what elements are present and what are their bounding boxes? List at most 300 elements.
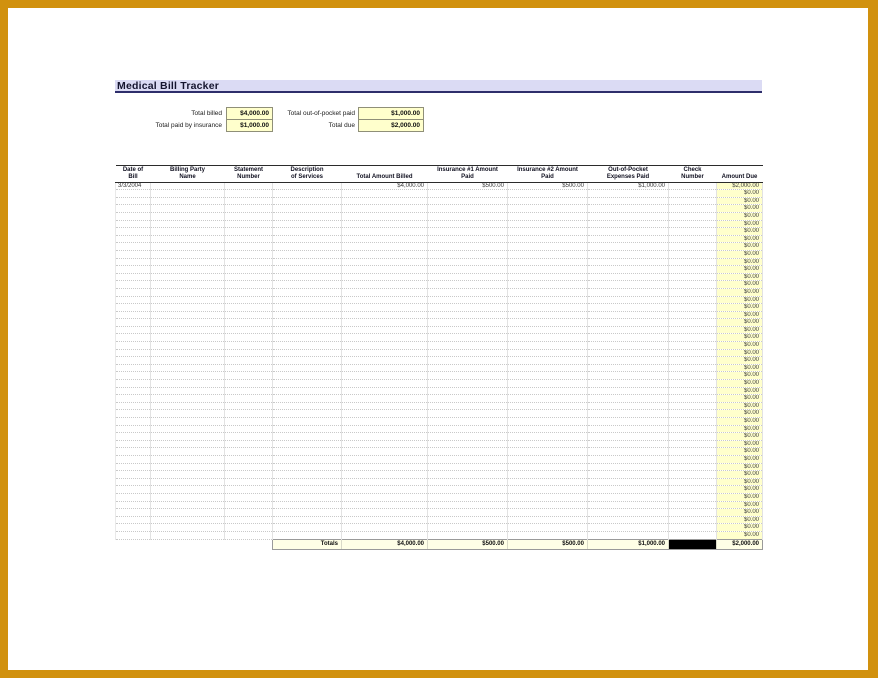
cell-billed[interactable] [342, 235, 428, 243]
cell-date[interactable] [116, 258, 151, 266]
cell-billed[interactable] [342, 334, 428, 342]
cell-statement[interactable] [225, 364, 273, 372]
cell-description[interactable] [273, 258, 342, 266]
cell-due[interactable]: $2,000.00 [717, 182, 763, 190]
cell-date[interactable] [116, 463, 151, 471]
cell-description[interactable] [273, 349, 342, 357]
cell-billed[interactable] [342, 197, 428, 205]
cell-billed[interactable] [342, 319, 428, 327]
totals-cell-ins1[interactable]: $500.00 [428, 539, 508, 549]
cell-billing_party[interactable] [151, 182, 225, 190]
cell-description[interactable] [273, 220, 342, 228]
cell-ins1[interactable] [428, 372, 508, 380]
cell-billed[interactable] [342, 190, 428, 198]
cell-ins1[interactable] [428, 357, 508, 365]
cell-billing_party[interactable] [151, 304, 225, 312]
cell-due[interactable]: $0.00 [717, 326, 763, 334]
cell-billed[interactable] [342, 418, 428, 426]
cell-ins2[interactable] [508, 372, 588, 380]
cell-due[interactable]: $0.00 [717, 334, 763, 342]
cell-billing_party[interactable] [151, 402, 225, 410]
cell-billing_party[interactable] [151, 296, 225, 304]
cell-ins1[interactable] [428, 448, 508, 456]
cell-check[interactable] [669, 463, 717, 471]
cell-statement[interactable] [225, 516, 273, 524]
cell-date[interactable] [116, 304, 151, 312]
cell-statement[interactable] [225, 235, 273, 243]
cell-oop[interactable] [588, 372, 669, 380]
cell-billing_party[interactable] [151, 342, 225, 350]
cell-ins2[interactable] [508, 319, 588, 327]
cell-billing_party[interactable] [151, 425, 225, 433]
cell-ins2[interactable] [508, 235, 588, 243]
cell-due[interactable]: $0.00 [717, 418, 763, 426]
cell-ins2[interactable] [508, 493, 588, 501]
cell-billed[interactable] [342, 402, 428, 410]
cell-date[interactable] [116, 228, 151, 236]
cell-check[interactable] [669, 387, 717, 395]
cell-billed[interactable] [342, 380, 428, 388]
cell-due[interactable]: $0.00 [717, 288, 763, 296]
cell-billed[interactable] [342, 349, 428, 357]
cell-oop[interactable] [588, 334, 669, 342]
cell-check[interactable] [669, 266, 717, 274]
cell-statement[interactable] [225, 281, 273, 289]
cell-date[interactable] [116, 288, 151, 296]
cell-due[interactable]: $0.00 [717, 266, 763, 274]
cell-description[interactable] [273, 364, 342, 372]
cell-due[interactable]: $0.00 [717, 228, 763, 236]
cell-description[interactable] [273, 228, 342, 236]
cell-due[interactable]: $0.00 [717, 531, 763, 539]
cell-description[interactable] [273, 531, 342, 539]
cell-due[interactable]: $0.00 [717, 235, 763, 243]
total-paid-by-insurance-cell[interactable]: $1,000.00 [226, 119, 273, 132]
cell-ins2[interactable] [508, 190, 588, 198]
cell-due[interactable]: $0.00 [717, 250, 763, 258]
cell-oop[interactable] [588, 304, 669, 312]
cell-oop[interactable] [588, 326, 669, 334]
cell-description[interactable] [273, 372, 342, 380]
cell-date[interactable] [116, 486, 151, 494]
cell-billing_party[interactable] [151, 190, 225, 198]
cell-due[interactable]: $0.00 [717, 448, 763, 456]
cell-billed[interactable] [342, 273, 428, 281]
cell-ins2[interactable] [508, 273, 588, 281]
cell-ins1[interactable] [428, 266, 508, 274]
cell-statement[interactable] [225, 463, 273, 471]
cell-check[interactable] [669, 250, 717, 258]
cell-billed[interactable] [342, 228, 428, 236]
cell-billed[interactable] [342, 524, 428, 532]
cell-oop[interactable] [588, 455, 669, 463]
cell-ins1[interactable] [428, 205, 508, 213]
cell-ins2[interactable] [508, 410, 588, 418]
cell-due[interactable]: $0.00 [717, 220, 763, 228]
cell-billing_party[interactable] [151, 357, 225, 365]
cell-ins1[interactable] [428, 380, 508, 388]
cell-check[interactable] [669, 235, 717, 243]
cell-description[interactable] [273, 471, 342, 479]
cell-check[interactable] [669, 319, 717, 327]
cell-date[interactable] [116, 425, 151, 433]
cell-due[interactable]: $0.00 [717, 205, 763, 213]
cell-ins2[interactable] [508, 220, 588, 228]
cell-statement[interactable] [225, 524, 273, 532]
cell-billing_party[interactable] [151, 471, 225, 479]
cell-oop[interactable] [588, 509, 669, 517]
cell-check[interactable] [669, 357, 717, 365]
cell-check[interactable] [669, 364, 717, 372]
cell-ins1[interactable] [428, 220, 508, 228]
cell-date[interactable] [116, 319, 151, 327]
cell-date[interactable] [116, 402, 151, 410]
cell-ins2[interactable] [508, 288, 588, 296]
cell-statement[interactable] [225, 486, 273, 494]
cell-ins1[interactable] [428, 463, 508, 471]
totals-cell-ins2[interactable]: $500.00 [508, 539, 588, 549]
cell-due[interactable]: $0.00 [717, 349, 763, 357]
cell-description[interactable] [273, 342, 342, 350]
cell-statement[interactable] [225, 418, 273, 426]
cell-description[interactable] [273, 501, 342, 509]
cell-ins2[interactable] [508, 228, 588, 236]
cell-due[interactable]: $0.00 [717, 425, 763, 433]
cell-date[interactable] [116, 410, 151, 418]
cell-ins1[interactable] [428, 250, 508, 258]
cell-billed[interactable] [342, 471, 428, 479]
cell-check[interactable] [669, 455, 717, 463]
cell-ins1[interactable] [428, 304, 508, 312]
cell-description[interactable] [273, 182, 342, 190]
cell-description[interactable] [273, 402, 342, 410]
cell-check[interactable] [669, 212, 717, 220]
cell-description[interactable] [273, 319, 342, 327]
cell-description[interactable] [273, 266, 342, 274]
cell-due[interactable]: $0.00 [717, 433, 763, 441]
cell-check[interactable] [669, 418, 717, 426]
cell-date[interactable] [116, 516, 151, 524]
cell-due[interactable]: $0.00 [717, 509, 763, 517]
cell-oop[interactable] [588, 342, 669, 350]
cell-description[interactable] [273, 433, 342, 441]
cell-statement[interactable] [225, 531, 273, 539]
cell-billed[interactable] [342, 493, 428, 501]
cell-billed[interactable] [342, 395, 428, 403]
cell-due[interactable]: $0.00 [717, 243, 763, 251]
cell-billed[interactable] [342, 455, 428, 463]
cell-date[interactable] [116, 243, 151, 251]
cell-oop[interactable] [588, 516, 669, 524]
cell-oop[interactable] [588, 212, 669, 220]
cell-ins2[interactable] [508, 205, 588, 213]
cell-ins2[interactable] [508, 471, 588, 479]
cell-billing_party[interactable] [151, 395, 225, 403]
cell-check[interactable] [669, 402, 717, 410]
cell-ins2[interactable] [508, 197, 588, 205]
cell-billing_party[interactable] [151, 372, 225, 380]
cell-description[interactable] [273, 516, 342, 524]
cell-ins1[interactable] [428, 243, 508, 251]
cell-oop[interactable] [588, 250, 669, 258]
cell-check[interactable] [669, 334, 717, 342]
cell-due[interactable]: $0.00 [717, 493, 763, 501]
cell-due[interactable]: $0.00 [717, 197, 763, 205]
cell-ins2[interactable] [508, 455, 588, 463]
cell-oop[interactable] [588, 395, 669, 403]
cell-billed[interactable] [342, 296, 428, 304]
cell-date[interactable] [116, 471, 151, 479]
cell-ins1[interactable] [428, 478, 508, 486]
cell-due[interactable]: $0.00 [717, 357, 763, 365]
cell-date[interactable] [116, 448, 151, 456]
cell-description[interactable] [273, 205, 342, 213]
cell-ins2[interactable] [508, 258, 588, 266]
cell-ins2[interactable] [508, 425, 588, 433]
cell-billed[interactable] [342, 516, 428, 524]
cell-billing_party[interactable] [151, 463, 225, 471]
cell-check[interactable] [669, 281, 717, 289]
cell-check[interactable] [669, 524, 717, 532]
cell-date[interactable] [116, 440, 151, 448]
cell-ins2[interactable] [508, 433, 588, 441]
cell-billing_party[interactable] [151, 380, 225, 388]
cell-statement[interactable] [225, 334, 273, 342]
cell-statement[interactable] [225, 273, 273, 281]
cell-ins2[interactable] [508, 440, 588, 448]
cell-ins1[interactable] [428, 524, 508, 532]
cell-billed[interactable] [342, 281, 428, 289]
cell-oop[interactable] [588, 380, 669, 388]
cell-billing_party[interactable] [151, 387, 225, 395]
cell-ins1[interactable] [428, 433, 508, 441]
cell-ins1[interactable] [428, 342, 508, 350]
cell-billed[interactable] [342, 463, 428, 471]
cell-oop[interactable] [588, 266, 669, 274]
cell-billed[interactable] [342, 311, 428, 319]
cell-due[interactable]: $0.00 [717, 212, 763, 220]
cell-billing_party[interactable] [151, 349, 225, 357]
cell-date[interactable] [116, 372, 151, 380]
cell-check[interactable] [669, 349, 717, 357]
cell-check[interactable] [669, 220, 717, 228]
cell-check[interactable] [669, 478, 717, 486]
cell-billing_party[interactable] [151, 493, 225, 501]
cell-statement[interactable] [225, 478, 273, 486]
cell-ins2[interactable] [508, 531, 588, 539]
cell-description[interactable] [273, 486, 342, 494]
total-out-of-pocket-cell[interactable]: $1,000.00 [358, 107, 424, 120]
cell-billing_party[interactable] [151, 228, 225, 236]
cell-oop[interactable] [588, 433, 669, 441]
cell-statement[interactable] [225, 326, 273, 334]
cell-due[interactable]: $0.00 [717, 296, 763, 304]
cell-billing_party[interactable] [151, 266, 225, 274]
cell-ins2[interactable] [508, 311, 588, 319]
cell-billing_party[interactable] [151, 288, 225, 296]
cell-ins1[interactable] [428, 319, 508, 327]
cell-check[interactable] [669, 395, 717, 403]
cell-statement[interactable] [225, 387, 273, 395]
cell-date[interactable] [116, 395, 151, 403]
cell-description[interactable] [273, 509, 342, 517]
cell-check[interactable] [669, 243, 717, 251]
cell-statement[interactable] [225, 296, 273, 304]
cell-ins1[interactable] [428, 364, 508, 372]
cell-due[interactable]: $0.00 [717, 364, 763, 372]
cell-description[interactable] [273, 455, 342, 463]
cell-ins1[interactable] [428, 326, 508, 334]
cell-description[interactable] [273, 243, 342, 251]
cell-date[interactable] [116, 501, 151, 509]
cell-oop[interactable]: $1,000.00 [588, 182, 669, 190]
cell-billed[interactable] [342, 212, 428, 220]
cell-billing_party[interactable] [151, 205, 225, 213]
cell-ins1[interactable] [428, 418, 508, 426]
cell-description[interactable] [273, 425, 342, 433]
cell-oop[interactable] [588, 478, 669, 486]
cell-oop[interactable] [588, 296, 669, 304]
cell-ins2[interactable] [508, 463, 588, 471]
cell-date[interactable] [116, 478, 151, 486]
cell-ins1[interactable] [428, 258, 508, 266]
cell-description[interactable] [273, 448, 342, 456]
cell-billing_party[interactable] [151, 410, 225, 418]
cell-check[interactable] [669, 380, 717, 388]
cell-oop[interactable] [588, 410, 669, 418]
cell-oop[interactable] [588, 319, 669, 327]
cell-statement[interactable] [225, 357, 273, 365]
cell-check[interactable] [669, 182, 717, 190]
cell-statement[interactable] [225, 205, 273, 213]
cell-check[interactable] [669, 486, 717, 494]
cell-ins2[interactable] [508, 380, 588, 388]
cell-statement[interactable] [225, 380, 273, 388]
cell-statement[interactable] [225, 288, 273, 296]
cell-ins2[interactable] [508, 250, 588, 258]
cell-description[interactable] [273, 387, 342, 395]
cell-billing_party[interactable] [151, 516, 225, 524]
cell-description[interactable] [273, 410, 342, 418]
cell-check[interactable] [669, 342, 717, 350]
cell-oop[interactable] [588, 288, 669, 296]
cell-date[interactable] [116, 455, 151, 463]
cell-billing_party[interactable] [151, 197, 225, 205]
cell-ins2[interactable] [508, 243, 588, 251]
cell-billing_party[interactable] [151, 455, 225, 463]
cell-ins2[interactable] [508, 357, 588, 365]
cell-due[interactable]: $0.00 [717, 440, 763, 448]
cell-description[interactable] [273, 395, 342, 403]
totals-cell-due[interactable]: $2,000.00 [717, 539, 763, 549]
totals-cell-oop[interactable]: $1,000.00 [588, 539, 669, 549]
cell-ins1[interactable] [428, 212, 508, 220]
cell-statement[interactable] [225, 250, 273, 258]
cell-billing_party[interactable] [151, 486, 225, 494]
cell-ins2[interactable] [508, 501, 588, 509]
cell-billing_party[interactable] [151, 509, 225, 517]
cell-check[interactable] [669, 273, 717, 281]
cell-date[interactable] [116, 311, 151, 319]
cell-description[interactable] [273, 493, 342, 501]
cell-billed[interactable] [342, 440, 428, 448]
cell-billing_party[interactable] [151, 311, 225, 319]
cell-billed[interactable] [342, 205, 428, 213]
totals-label-cell[interactable]: Totals [273, 539, 342, 549]
cell-ins2[interactable] [508, 304, 588, 312]
cell-due[interactable]: $0.00 [717, 273, 763, 281]
cell-due[interactable]: $0.00 [717, 516, 763, 524]
cell-ins1[interactable]: $500.00 [428, 182, 508, 190]
cell-ins1[interactable] [428, 402, 508, 410]
cell-description[interactable] [273, 418, 342, 426]
cell-billing_party[interactable] [151, 281, 225, 289]
cell-billing_party[interactable] [151, 364, 225, 372]
cell-description[interactable] [273, 334, 342, 342]
cell-due[interactable]: $0.00 [717, 304, 763, 312]
cell-check[interactable] [669, 197, 717, 205]
cell-date[interactable] [116, 524, 151, 532]
cell-description[interactable] [273, 304, 342, 312]
cell-ins1[interactable] [428, 334, 508, 342]
cell-check[interactable] [669, 372, 717, 380]
cell-billed[interactable]: $4,000.00 [342, 182, 428, 190]
cell-statement[interactable] [225, 372, 273, 380]
cell-date[interactable] [116, 433, 151, 441]
cell-due[interactable]: $0.00 [717, 455, 763, 463]
cell-check[interactable] [669, 228, 717, 236]
cell-date[interactable] [116, 212, 151, 220]
cell-due[interactable]: $0.00 [717, 524, 763, 532]
cell-due[interactable]: $0.00 [717, 486, 763, 494]
cell-check[interactable] [669, 410, 717, 418]
cell-ins1[interactable] [428, 471, 508, 479]
cell-date[interactable] [116, 190, 151, 198]
cell-oop[interactable] [588, 235, 669, 243]
cell-oop[interactable] [588, 425, 669, 433]
cell-billing_party[interactable] [151, 418, 225, 426]
cell-oop[interactable] [588, 349, 669, 357]
cell-ins1[interactable] [428, 425, 508, 433]
cell-billed[interactable] [342, 326, 428, 334]
cell-billed[interactable] [342, 266, 428, 274]
cell-statement[interactable] [225, 410, 273, 418]
cell-due[interactable]: $0.00 [717, 311, 763, 319]
totals-check-filled-cell[interactable] [669, 539, 717, 549]
cell-oop[interactable] [588, 501, 669, 509]
cell-billing_party[interactable] [151, 433, 225, 441]
cell-oop[interactable] [588, 463, 669, 471]
cell-oop[interactable] [588, 387, 669, 395]
cell-ins2[interactable] [508, 478, 588, 486]
cell-description[interactable] [273, 524, 342, 532]
cell-statement[interactable] [225, 509, 273, 517]
cell-description[interactable] [273, 478, 342, 486]
cell-billed[interactable] [342, 501, 428, 509]
cell-statement[interactable] [225, 212, 273, 220]
cell-statement[interactable] [225, 220, 273, 228]
cell-description[interactable] [273, 235, 342, 243]
cell-description[interactable] [273, 463, 342, 471]
cell-date[interactable] [116, 250, 151, 258]
cell-ins1[interactable] [428, 486, 508, 494]
cell-billed[interactable] [342, 258, 428, 266]
cell-billing_party[interactable] [151, 273, 225, 281]
cell-ins1[interactable] [428, 349, 508, 357]
cell-ins1[interactable] [428, 311, 508, 319]
cell-ins1[interactable] [428, 493, 508, 501]
cell-ins2[interactable] [508, 349, 588, 357]
